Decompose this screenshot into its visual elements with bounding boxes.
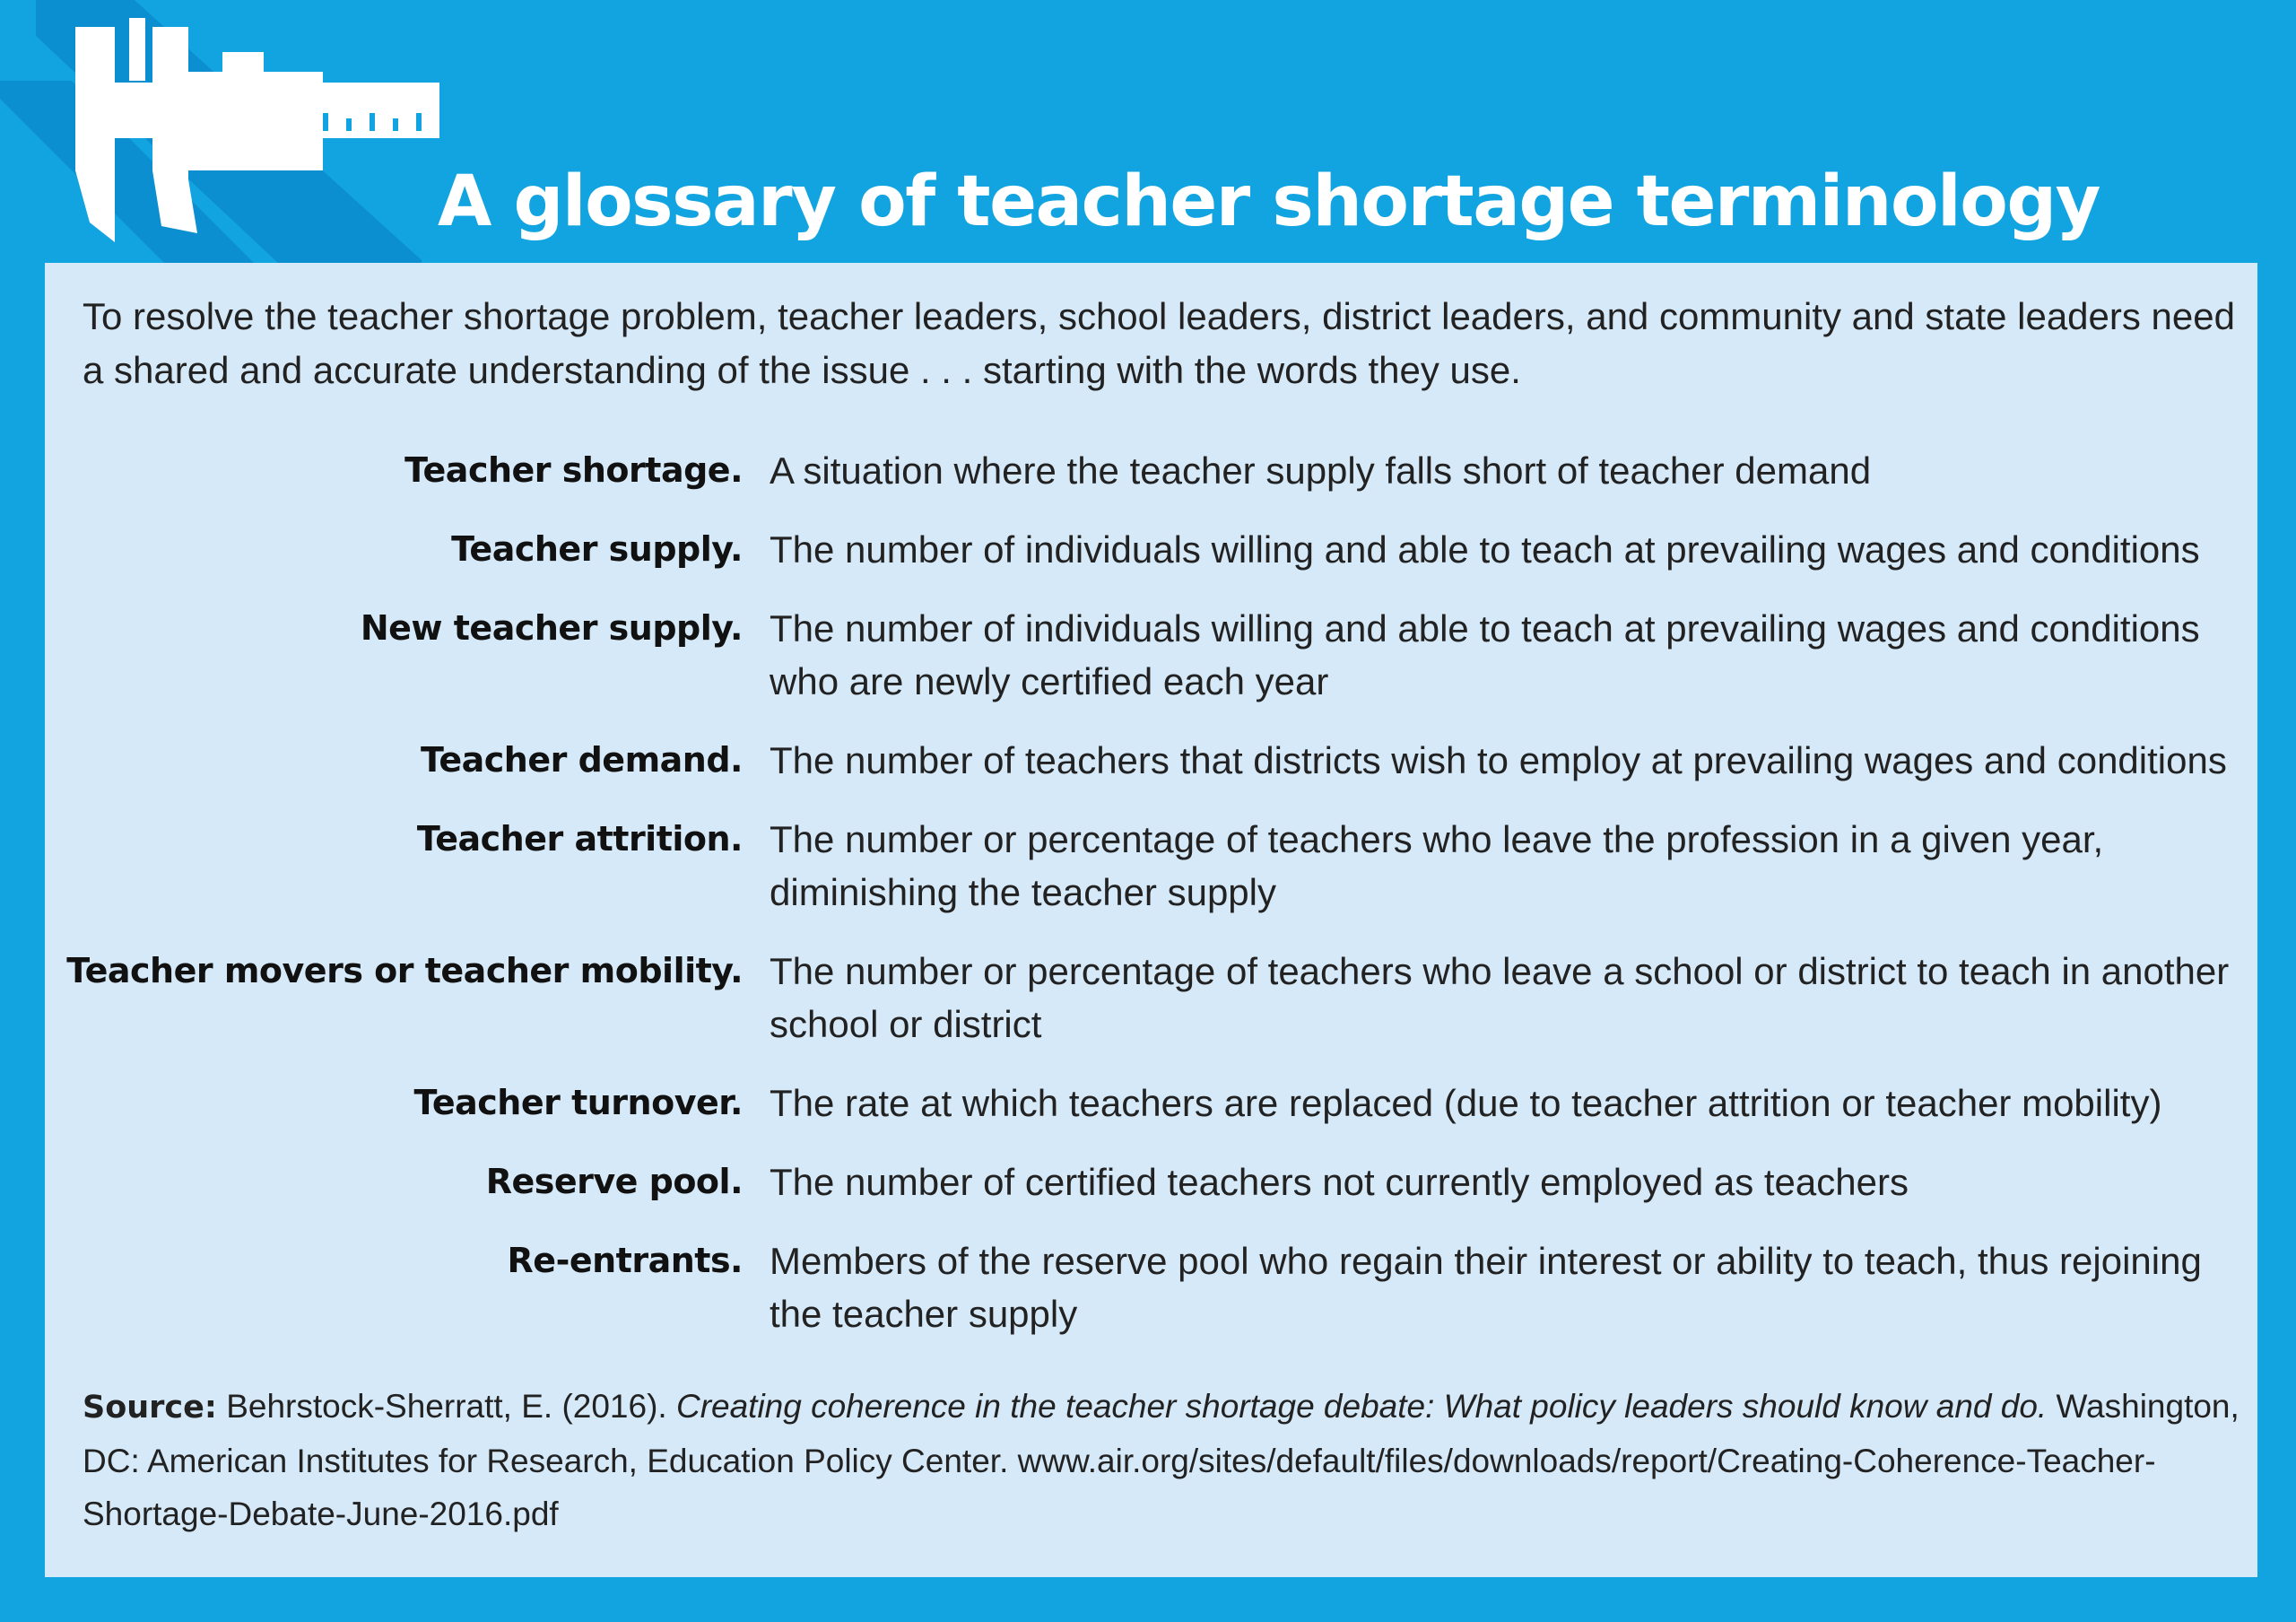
glossary-term: Reserve pool. bbox=[485, 1162, 743, 1201]
glossary-term: Re-entrants. bbox=[507, 1241, 743, 1280]
glossary-entry bbox=[45, 734, 2257, 787]
glossary-list bbox=[45, 444, 2257, 1366]
glossary-definition: The number of teachers that districts wish to employ at prevailing wages and conditions bbox=[770, 739, 2227, 781]
glossary-entry bbox=[45, 813, 2257, 919]
glossary-definition: The number of individuals willing and able to teach at prevailing wages and conditions bbox=[770, 528, 2200, 571]
glossary-term: Teacher supply. bbox=[451, 529, 743, 569]
intro-paragraph: To resolve the teacher shortage problem, teacher leaders, school leaders, district leaders, and community and state leaders need a shared and accurate understanding of the issue . . . starting with the words they use. bbox=[83, 295, 2235, 391]
source-title: Creating coherence in the teacher shortage debate: What policy leaders should know and do. bbox=[675, 1388, 2048, 1425]
page-title: A glossary of teacher shortage terminology bbox=[438, 161, 2100, 242]
glossary-definition: The number or percentage of teachers who leave the profession in a given year, diminishing the teacher supply bbox=[770, 818, 2104, 913]
glossary-term: Teacher attrition. bbox=[416, 819, 743, 859]
glossary-term: Teacher movers or teacher mobility. bbox=[66, 951, 743, 990]
glossary-entry bbox=[45, 945, 2257, 1051]
glossary-term: New teacher supply. bbox=[360, 608, 743, 648]
source-label: Source: bbox=[83, 1390, 217, 1426]
source-author: Behrstock-Sherratt, E. (2016). bbox=[216, 1388, 676, 1425]
glossary-entry bbox=[45, 602, 2257, 708]
glossary-entry bbox=[45, 1234, 2257, 1340]
caliper-icon bbox=[54, 18, 448, 251]
glossary-entry bbox=[45, 1155, 2257, 1208]
source-citation bbox=[83, 1380, 2253, 1540]
content-panel bbox=[45, 263, 2257, 1577]
glossary-entry bbox=[45, 444, 2257, 497]
glossary-definition: Members of the reserve pool who regain their interest or ability to teach, thus rejoining the teacher supply bbox=[770, 1240, 2202, 1335]
glossary-term: Teacher demand. bbox=[420, 740, 743, 780]
source-publisher: Washington, DC: American Institutes for Research, Education Policy Center. www.air.org/sites/default/files/downloads/report/Creating-Coherence-Teacher-Shortage-Debate-June-2016.pdf bbox=[83, 1388, 2239, 1532]
glossary-term: Teacher shortage. bbox=[404, 450, 743, 490]
glossary-definition: A situation where the teacher supply falls short of teacher demand bbox=[770, 449, 1872, 492]
glossary-term: Teacher turnover. bbox=[413, 1083, 743, 1122]
glossary-entry bbox=[45, 523, 2257, 576]
glossary-definition: The rate at which teachers are replaced (due to teacher attrition or teacher mobility) bbox=[770, 1082, 2162, 1124]
glossary-definition: The number or percentage of teachers who leave a school or district to teach in another school or district bbox=[770, 950, 2230, 1045]
glossary-definition: The number of individuals willing and able to teach at prevailing wages and conditions who are newly certified each year bbox=[770, 607, 2200, 702]
glossary-entry bbox=[45, 1077, 2257, 1129]
glossary-definition: The number of certified teachers not currently employed as teachers bbox=[770, 1161, 1909, 1203]
